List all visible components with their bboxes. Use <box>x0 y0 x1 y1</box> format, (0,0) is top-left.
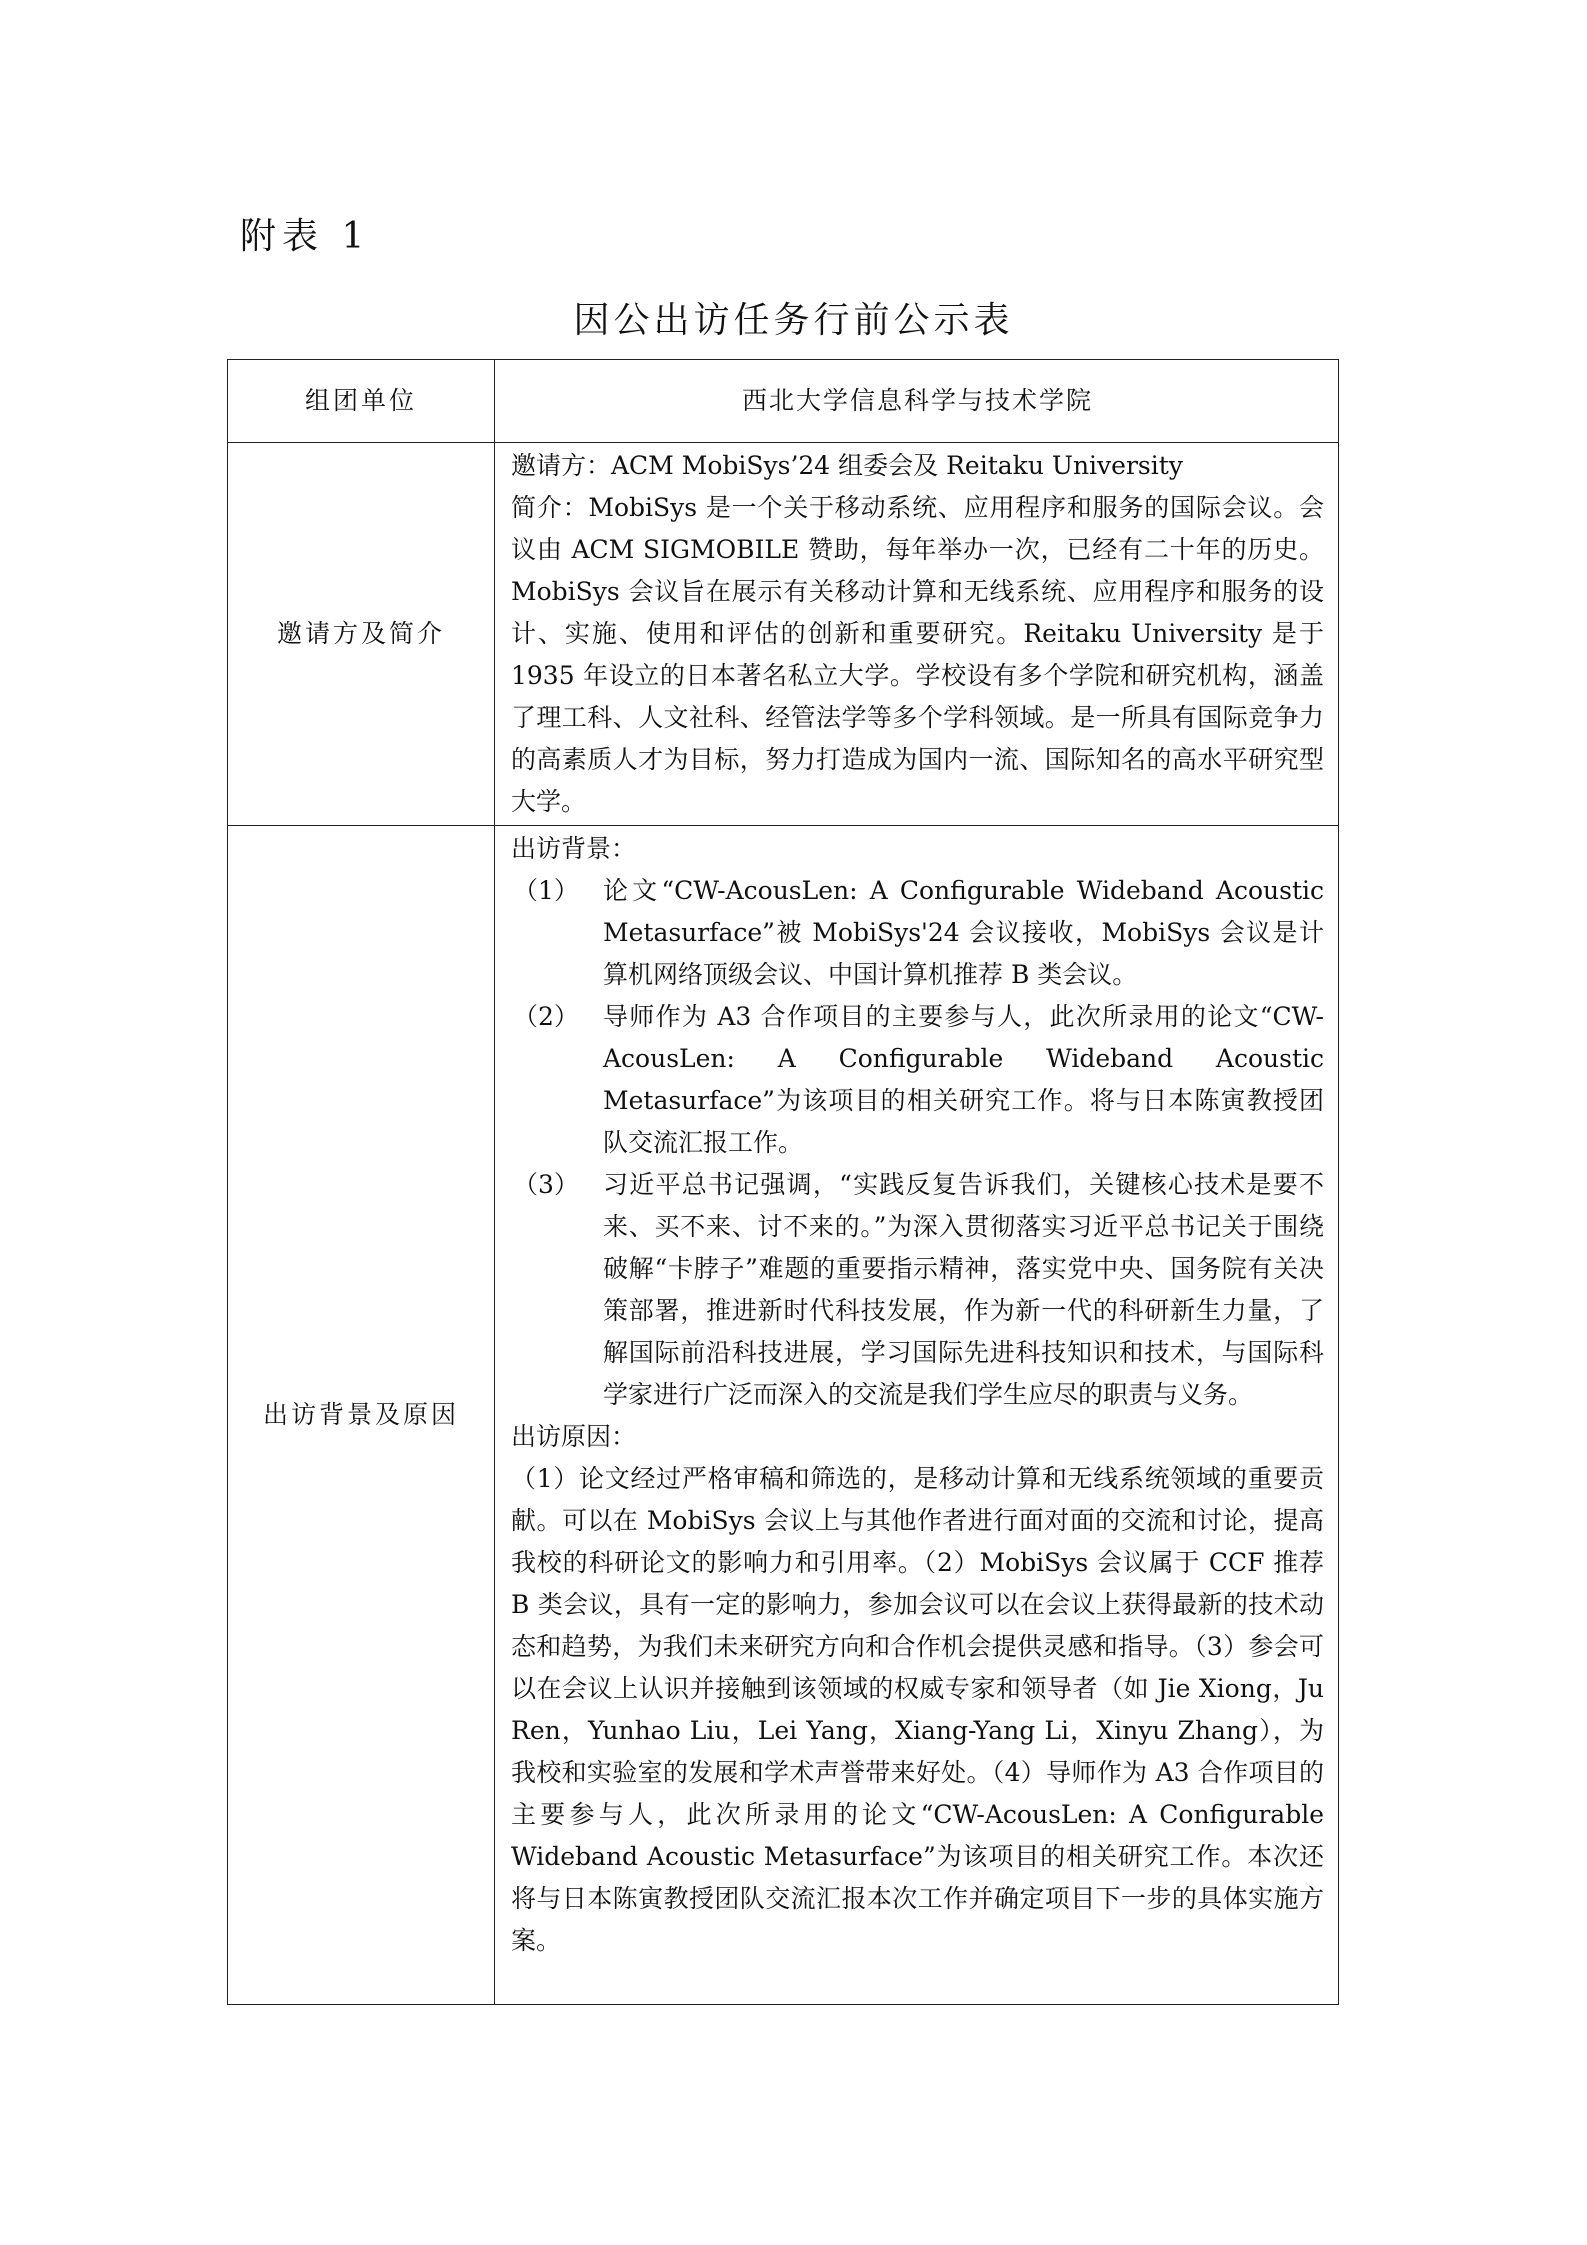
table-row-inviter <box>228 443 1339 826</box>
background-item-text: 导师作为 A3 合作项目的主要参与人，此次所录用的论文“CW-AcousLen: A Configurable Wideband Acoustic Metasurface”为该项目的相关研究工作。将与日本陈寅教授团队交流汇报工作。 <box>603 1002 1324 1157</box>
background-item-number: （2） <box>513 1002 579 1031</box>
page-title: 因公出访任务行前公示表 <box>573 300 1014 341</box>
attachment-label: 附表 1 <box>240 216 371 257</box>
background-item-number: （1） <box>513 876 579 905</box>
background-item-3 <box>511 1164 1324 1416</box>
background-item-number: （3） <box>513 1170 579 1199</box>
unit-value: 西北大学信息科学与技术学院 <box>495 360 1339 443</box>
table-row-background <box>228 826 1339 2005</box>
background-item-1 <box>511 870 1324 996</box>
table-row-unit <box>228 360 1339 443</box>
inviter-label: 邀请方及简介 <box>228 443 495 826</box>
background-label: 出访背景及原因 <box>228 826 495 2005</box>
background-heading: 出访背景： <box>511 834 637 863</box>
background-item-text: 习近平总书记强调，“实践反复告诉我们，关键核心技术是要不来、买不来、讨不来的。”为深入贯彻落实习近平总书记关于围绕破解“卡脖子”难题的重要指示精神，落实党中央、国务院有关决策部署，推进新时代科技发展，作为新一代的科研新生力量，了解国际前沿科技进展，学习国际先进科技知识和技术，与国际科学家进行广泛而深入的交流是我们学生应尽的职责与义务。 <box>603 1170 1324 1409</box>
background-item-text: 论文“CW-AcousLen: A Configurable Wideband Acoustic Metasurface”被 MobiSys'24 会议接收，MobiSys 会议是计算机网络顶级会议、中国计算机推荐 B 类会议。 <box>603 876 1324 989</box>
inviter-line: 邀请方：ACM MobiSys’24 组委会及 Reitaku University <box>511 451 1183 480</box>
announcement-table <box>227 359 1339 2005</box>
inviter-intro: 简介：MobiSys 是一个关于移动系统、应用程序和服务的国际会议。会议由 ACM SIGMOBILE 赞助，每年举办一次，已经有二十年的历史。MobiSys 会议旨在展示有关移动计算和无线系统、应用程序和服务的设计、实施、使用和评估的创新和重要研究。Reitaku University 是于 1935 年设立的日本著名私立大学。学校设有多个学院和研究机构，涵盖了理工科、人文社科、经管法学等多个学科领域。是一所具有国际竞争力的高素质人才为目标，努力打造成为国内一流、国际知名的高水平研究型大学。 <box>511 493 1324 816</box>
background-item-2 <box>511 996 1324 1164</box>
unit-label: 组团单位 <box>228 360 495 443</box>
reason-text: （1）论文经过严格审稿和筛选的，是移动计算和无线系统领域的重要贡献。可以在 MobiSys 会议上与其他作者进行面对面的交流和讨论，提高我校的科研论文的影响力和引用率。（2）MobiSys 会议属于 CCF 推荐 B 类会议，具有一定的影响力，参加会议可以在会议上获得最新的技术动态和趋势，为我们未来研究方向和合作机会提供灵感和指导。（3）参会可以在会议上认识并接触到该领域的权威专家和领导者（如 Jie Xiong，Ju Ren，Yunhao Liu，Lei Yang，Xiang-Yang Li，Xinyu Zhang），为我校和实验室的发展和学术声誉带来好处。（4）导师作为 A3 合作项目的主要参与人，此次所录用的论文“CW-AcousLen: A Configurable Wideband Acoustic Metasurface”为该项目的相关研究工作。本次还将与日本陈寅教授团队交流汇报本次工作并确定项目下一步的具体实施方案。 <box>511 1464 1324 1955</box>
inviter-content <box>495 443 1339 826</box>
reason-heading: 出访原因： <box>511 1422 637 1451</box>
background-content <box>495 826 1339 2005</box>
